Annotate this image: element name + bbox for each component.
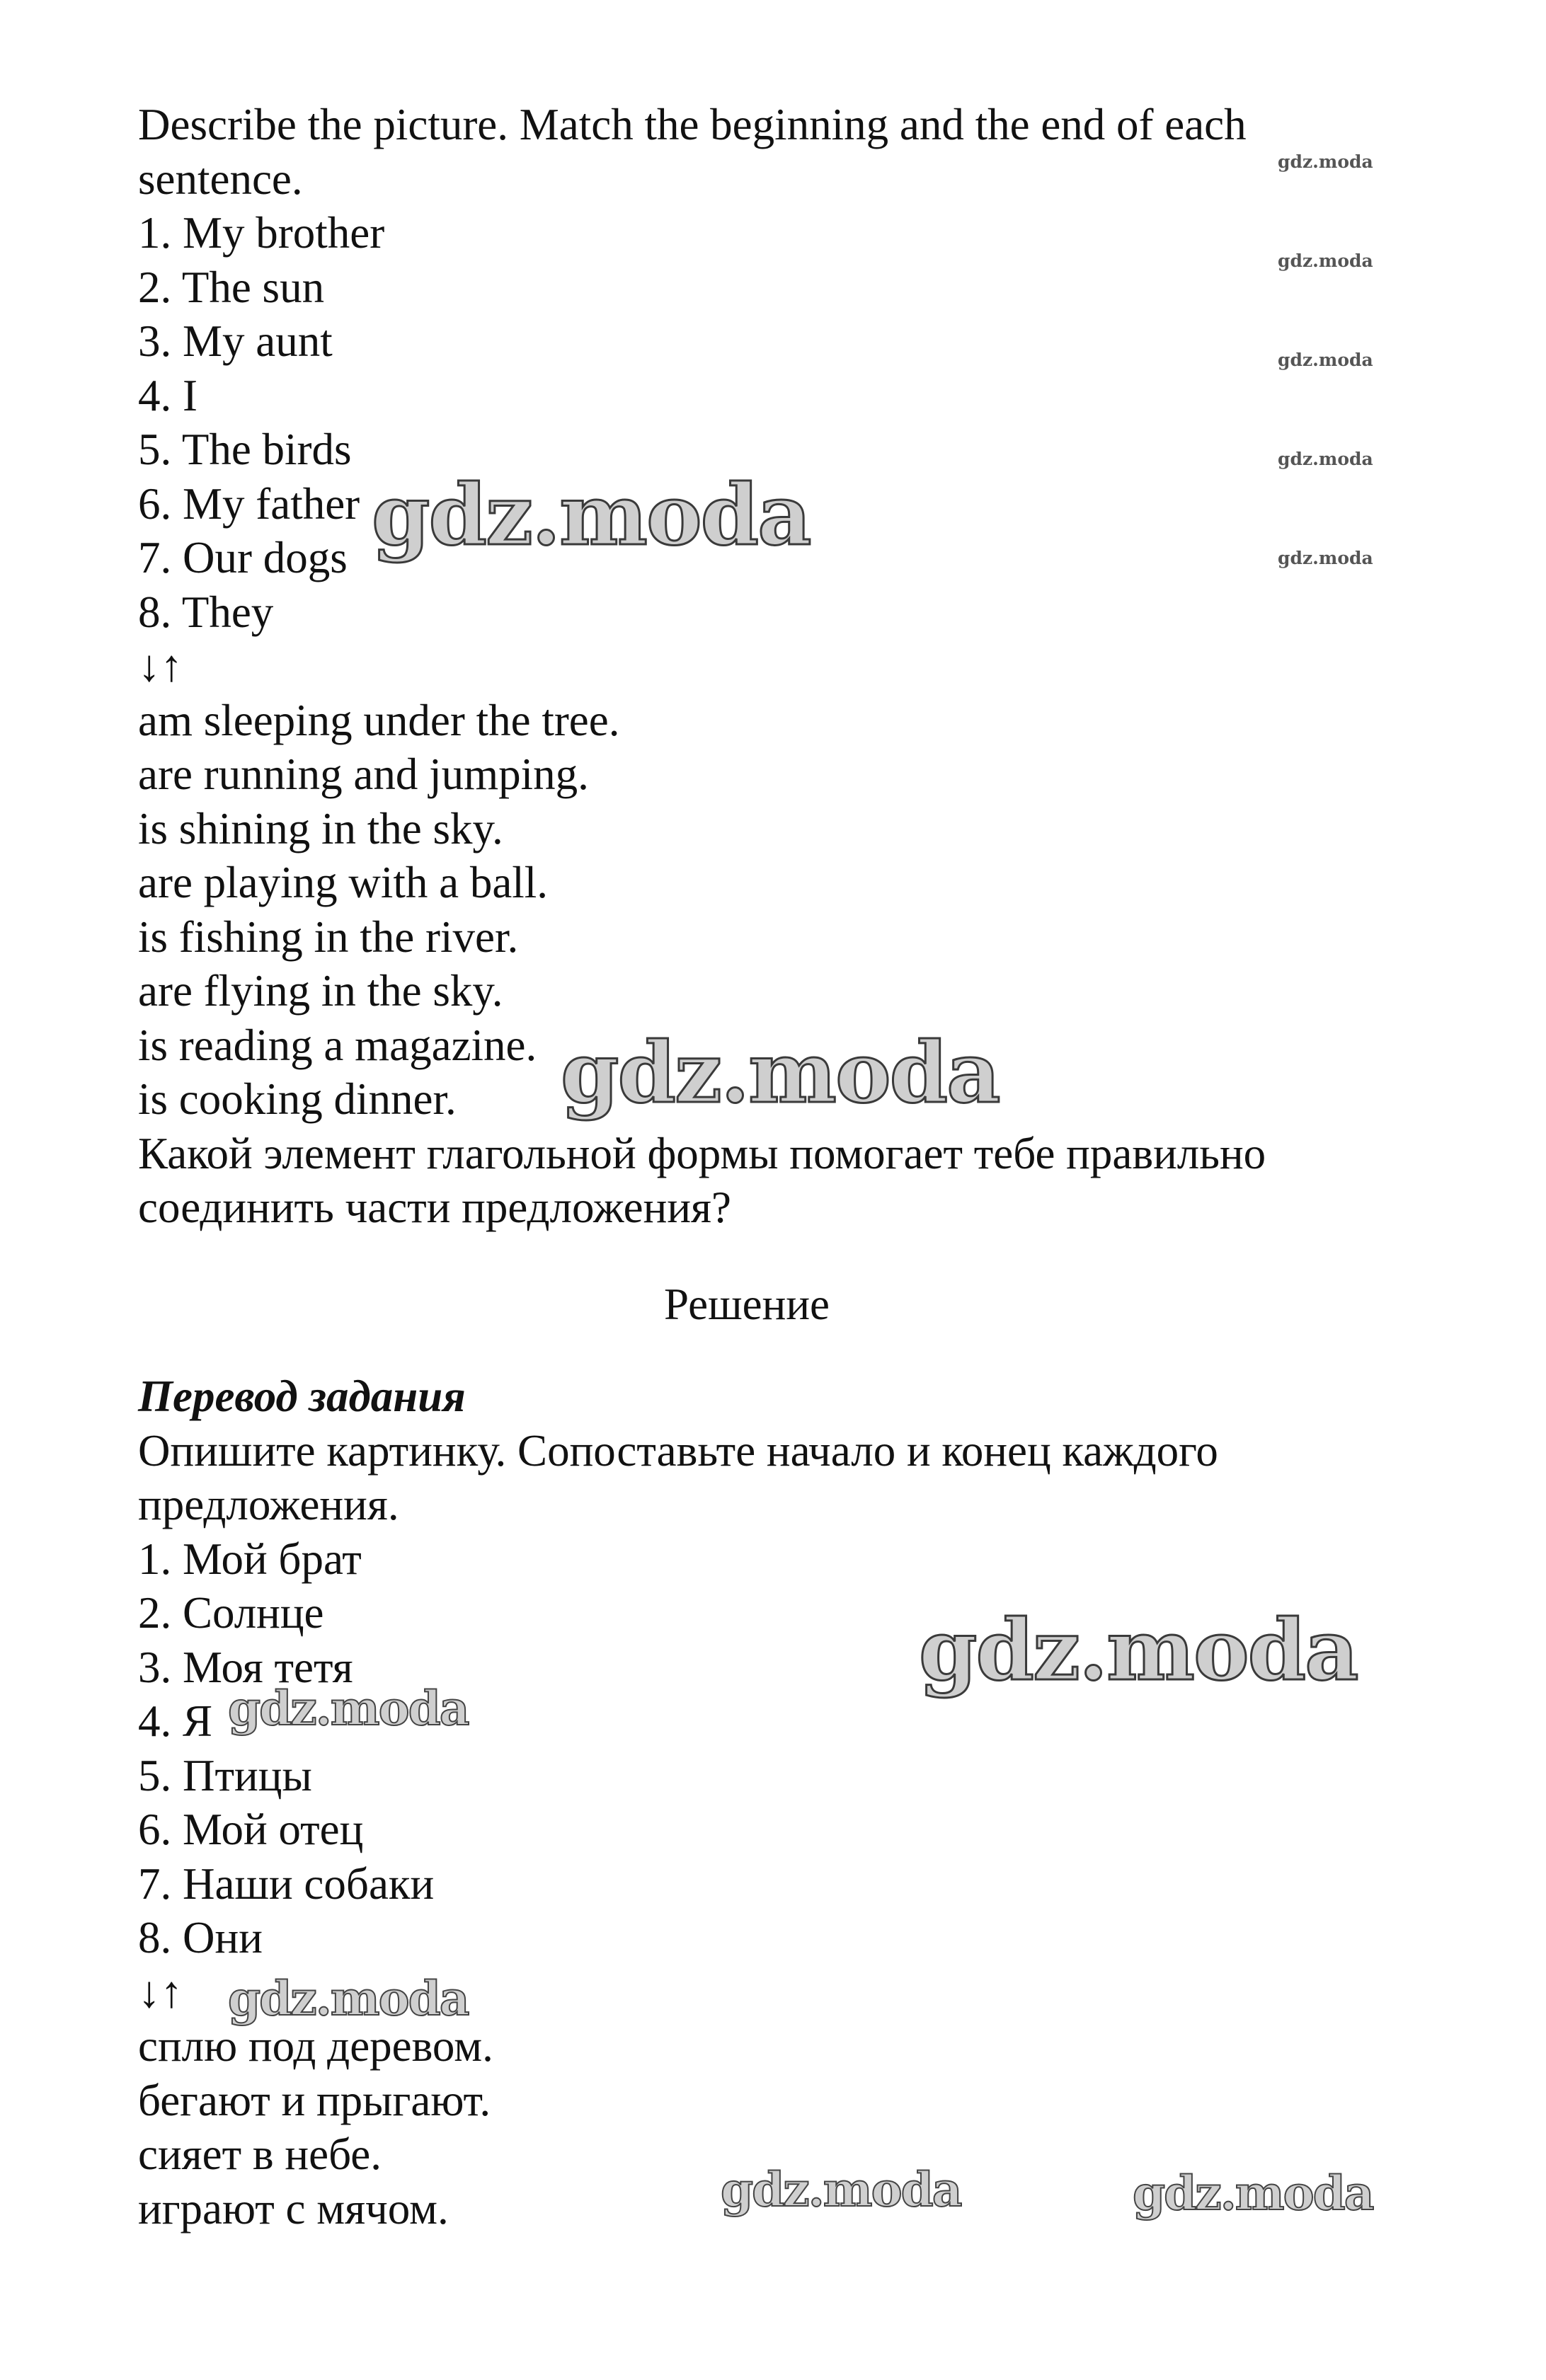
watermark: gdz.moda <box>228 1681 469 1736</box>
arrows-icon: ↓↑ <box>138 641 183 691</box>
watermark: gdz.moda <box>919 1601 1358 1699</box>
solution-heading: Решение <box>663 1279 830 1329</box>
list-item: 6. Мой отец <box>138 1805 364 1854</box>
list-item: is cooking dinner. <box>138 1074 457 1124</box>
list-item: 6. My father <box>138 478 360 529</box>
document-page <box>138 98 1356 2236</box>
list-item: is reading a magazine. <box>138 1020 537 1070</box>
task-question: Какой элемент глагольной формы помогает тебе правильно соединить части предложения? <box>138 1128 1266 1232</box>
list-item: 7. Our dogs <box>138 533 348 582</box>
endings-list <box>138 694 1356 1127</box>
list-item: сияет в небе. <box>138 2129 382 2179</box>
list-item: 2. The sun <box>138 262 325 312</box>
arrows-icon: ↓↑ <box>138 1967 183 2017</box>
watermark: gdz.moda <box>228 1971 469 2026</box>
list-item: 8. They <box>138 587 274 637</box>
list-item: 3. My aunt <box>138 316 333 366</box>
list-item: 4. I <box>138 370 197 420</box>
watermark: gdz.moda <box>721 2162 961 2217</box>
list-item: is shining in the sky. <box>138 803 503 853</box>
list-item: are playing with a ball. <box>138 858 549 907</box>
list-item: сплю под деревом. <box>138 2021 493 2071</box>
list-item: 1. Мой брат <box>138 1534 362 1584</box>
watermark: gdz.moda <box>1278 151 1373 172</box>
watermark: gdz.moda <box>1278 449 1373 469</box>
list-item: 7. Наши собаки <box>138 1858 435 1909</box>
list-item: 2. Солнце <box>138 1588 324 1638</box>
watermark: gdz.moda <box>1278 251 1373 271</box>
list-item: is fishing in the river. <box>138 912 519 962</box>
translated-endings-list <box>138 2019 1356 2236</box>
beginnings-list <box>138 206 1356 639</box>
watermark: gdz.moda <box>1278 350 1373 370</box>
task-instruction: Describe the picture. Match the beginning and the end of each sentence. <box>138 100 1247 204</box>
watermark: gdz.moda <box>1278 548 1373 568</box>
list-item: are flying in the sky. <box>138 966 503 1016</box>
translated-beginnings-list <box>138 1532 1356 1965</box>
list-item: бегают и прыгают. <box>138 2075 491 2125</box>
list-item: am sleeping under the tree. <box>138 695 620 745</box>
list-item: играют с мячом. <box>138 2183 449 2234</box>
watermark: gdz.moda <box>1133 2166 1373 2221</box>
list-item: are running and jumping. <box>138 749 589 799</box>
list-item: 4. Я <box>138 1696 213 1746</box>
watermark: gdz.moda <box>561 1023 1000 1122</box>
translation-instruction: Опишите картинку. Сопоставьте начало и конец каждого предложения. <box>138 1425 1218 1529</box>
list-item: 3. Моя тетя <box>138 1642 353 1692</box>
list-item: 1. My brother <box>138 208 385 258</box>
list-item: 5. The birds <box>138 425 352 474</box>
list-item: 5. Птицы <box>138 1750 312 1800</box>
list-item: 8. Они <box>138 1913 263 1962</box>
translation-title: Перевод задания <box>138 1372 466 1421</box>
watermark: gdz.moda <box>372 466 811 564</box>
